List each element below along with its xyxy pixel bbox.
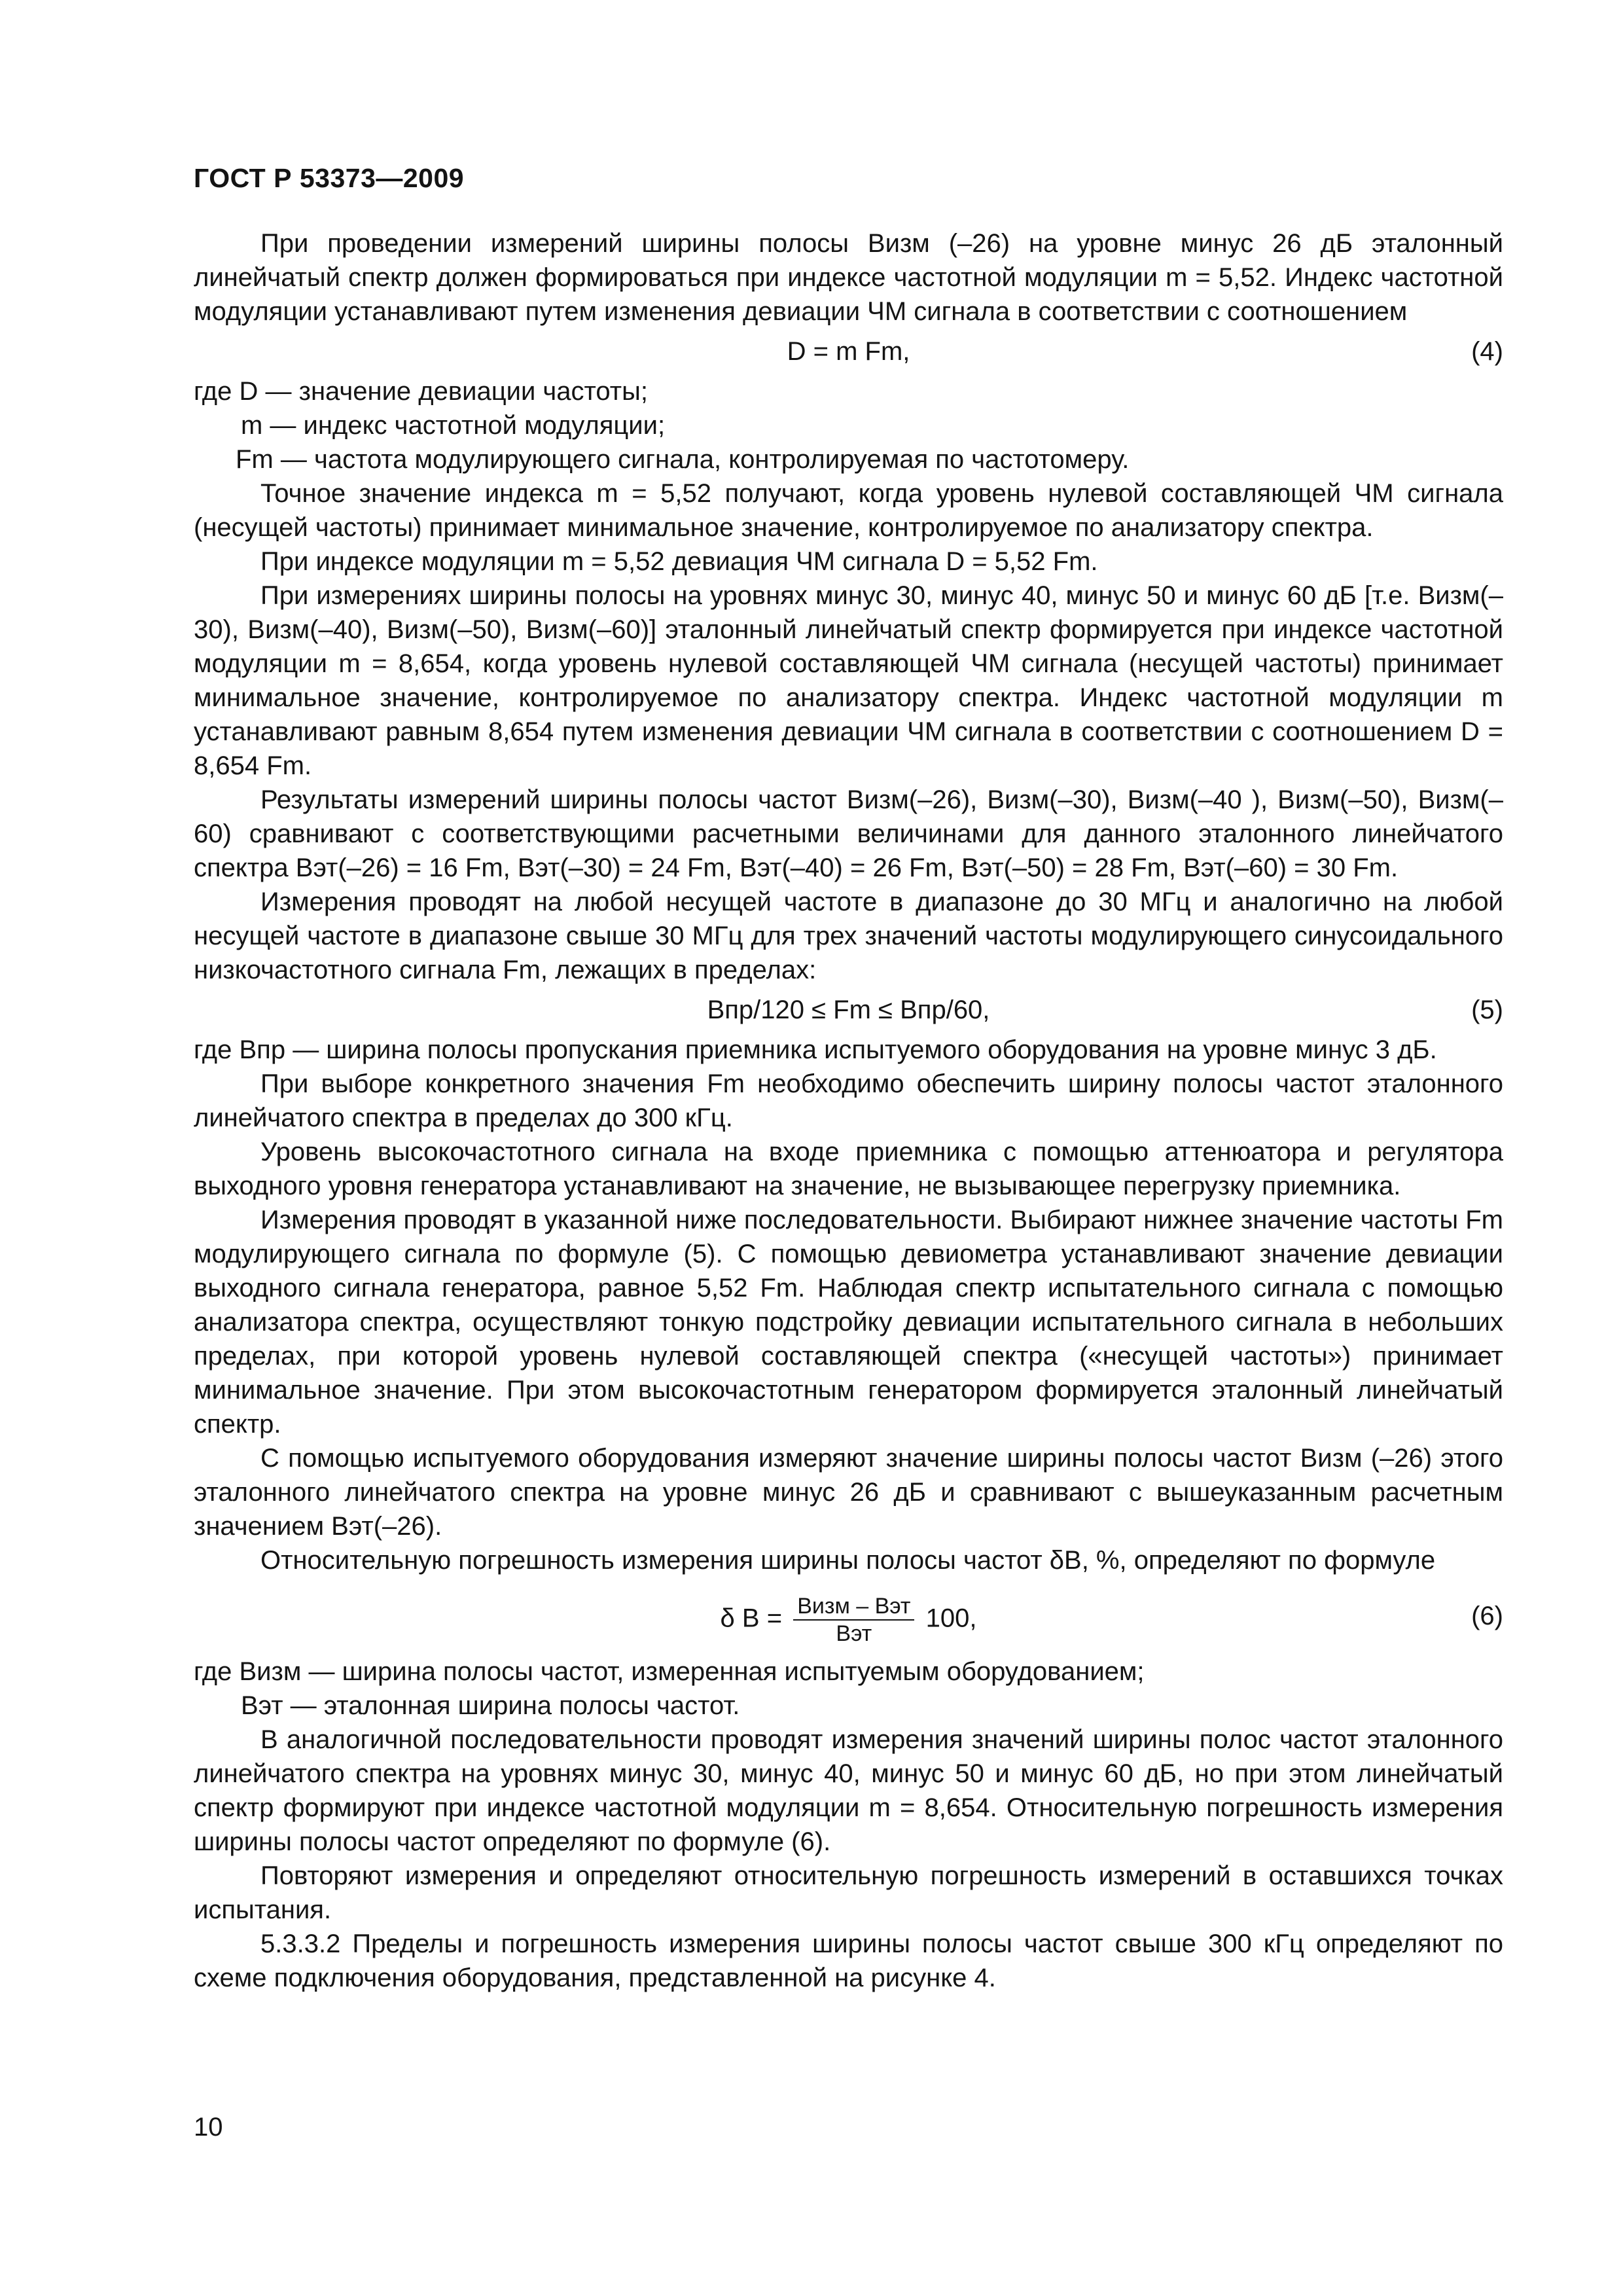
document-header: ГОСТ Р 53373—2009: [194, 163, 465, 193]
page-number: 10: [194, 2113, 223, 2142]
where-line: Fm — частота модулирующего сигнала, контролируемая по частотомеру.: [236, 445, 1130, 474]
paragraph: Измерения проводят на любой несущей частоте в диапазоне до 30 МГц и аналогично на любой несущей частоте в диапазоне свыше 30 МГц для трех значений частоты модулирующего синусоидального низкочастотного сигнала Fm, лежащих в пределах:: [194, 888, 1503, 984]
formula-number: (6): [1471, 1602, 1503, 1630]
paragraph: При выборе конкретного значения Fm необходимо обеспечить ширину полосы частот эталонного линейчатого спектра в пределах до 300 кГц.: [194, 1069, 1503, 1132]
fraction-denominator: Bэт: [836, 1621, 872, 1646]
formula-number: (4): [1471, 337, 1503, 366]
paragraph: Результаты измерений ширины полосы частот Bизм(–26), Bизм(–30), Bизм(–40 ), Bизм(–50), Bизм(–60) сравнивают с соответствующими расчетными величинами для данного эталонного линейчатого спектра Bэт(–26) = 16 Fm, Bэт(–30) = 24 Fm, Bэт(–40) = 26 Fm, Bэт(–50) = 28 Fm, Bэт(–60) = 30 Fm.: [194, 785, 1503, 882]
paragraph: Измерения проводят в указанной ниже последовательности. Выбирают нижнее значение частоты Fm модулирующего сигнала по формуле (5). С помощью девиометра устанавливают значение девиации выходного сигнала генератора, равное 5,52 Fm. Наблюдая спектр испытательного сигнала с помощью анализатора спектра, осуществляют тонкую подстройку девиации испытательного сигнала в небольших пределах, при которой уровень нулевой составляющей спектра («несущей частоты») принимает минимальное значение. При этом высокочастотным генератором формируется эталонный линейчатый спектр.: [194, 1206, 1503, 1439]
where-line: m — индекс частотной модуляции;: [241, 411, 666, 440]
formula-fraction: [793, 1593, 914, 1647]
formula-4: [194, 329, 1503, 374]
formula-number: (5): [1471, 996, 1503, 1024]
formula-6: [194, 1577, 1503, 1655]
document-body: [194, 226, 1503, 1995]
formula-expression: [194, 1593, 1503, 1647]
paragraph: 5.3.3.2 Пределы и погрешность измерения ширины полосы частот свыше 300 кГц определяют по схеме подключения оборудования, представленной на рисунке 4.: [194, 1929, 1503, 1992]
where-line: где Bизм — ширина полосы частот, измеренная испытуемым оборудованием;: [194, 1657, 1145, 1686]
formula-expression: D = m Fm,: [787, 337, 910, 366]
where-line: Bэт — эталонная ширина полосы частот.: [241, 1691, 740, 1720]
paragraph: Точное значение индекса m = 5,52 получают, когда уровень нулевой составляющей ЧМ сигнала (несущей частоты) принимает минимальное значение, контролируемое по анализатору спектра.: [194, 479, 1503, 542]
formula-expression: Bпр/120 ≤ Fm ≤ Bпр/60,: [707, 996, 990, 1024]
fraction-numerator: Bизм – Bэт: [793, 1593, 914, 1621]
paragraph: При проведении измерений ширины полосы Bизм (–26) на уровне минус 26 дБ эталонный линейчатый спектр должен формироваться при индексе частотной модуляции m = 5,52. Индекс частотной модуляции устанавливают путем изменения девиации ЧМ сигнала в соответствии с соотношением: [194, 229, 1503, 326]
where-line: где Bпр — ширина полосы пропускания приемника испытуемого оборудования на уровне минус 3 дБ.: [194, 1035, 1437, 1064]
paragraph: При индексе модуляции m = 5,52 девиация ЧМ сигнала D = 5,52 Fm.: [260, 547, 1098, 576]
formula-lhs: δ B =: [720, 1604, 783, 1633]
paragraph: При измерениях ширины полосы на уровнях минус 30, минус 40, минус 50 и минус 60 дБ [т.е. Bизм(–30), Bизм(–40), Bизм(–50), Bизм(–60)] эталонный линейчатый спектр формируется при индексе частотной модуляции m = 8,654, когда уровень нулевой составляющей ЧМ сигнала (несущей частоты) принимает минимальное значение, контролируемое по анализатору спектра. Индекс частотной модуляции m устанавливают равным 8,654 путем изменения девиации ЧМ сигнала в соответствии с соотношением D = 8,654 Fm.: [194, 581, 1503, 780]
where-line: где D — значение девиации частоты;: [194, 377, 648, 406]
formula-5: [194, 987, 1503, 1033]
paragraph: С помощью испытуемого оборудования измеряют значение ширины полосы частот Bизм (–26) этого эталонного линейчатого спектра на уровне минус 26 дБ и сравнивают с вышеуказанным расчетным значением Bэт(–26).: [194, 1444, 1503, 1541]
paragraph: Повторяют измерения и определяют относительную погрешность измерений в оставшихся точках испытания.: [194, 1861, 1503, 1924]
paragraph: В аналогичной последовательности проводят измерения значений ширины полос частот эталонного линейчатого спектра на уровнях минус 30, минус 40, минус 50 и минус 60 дБ, но при этом линейчатый спектр формируют при индексе частотной модуляции m = 8,654. Относительную погрешность измерения ширины полосы частот определяют по формуле (6).: [194, 1725, 1503, 1856]
paragraph: Уровень высокочастотного сигнала на входе приемника с помощью аттенюатора и регулятора выходного уровня генератора устанавливают на значение, не вызывающее перегрузку приемника.: [194, 1138, 1503, 1200]
formula-tail: 100,: [925, 1604, 977, 1633]
paragraph: Относительную погрешность измерения ширины полосы частот δB, %, определяют по формуле: [260, 1546, 1436, 1575]
